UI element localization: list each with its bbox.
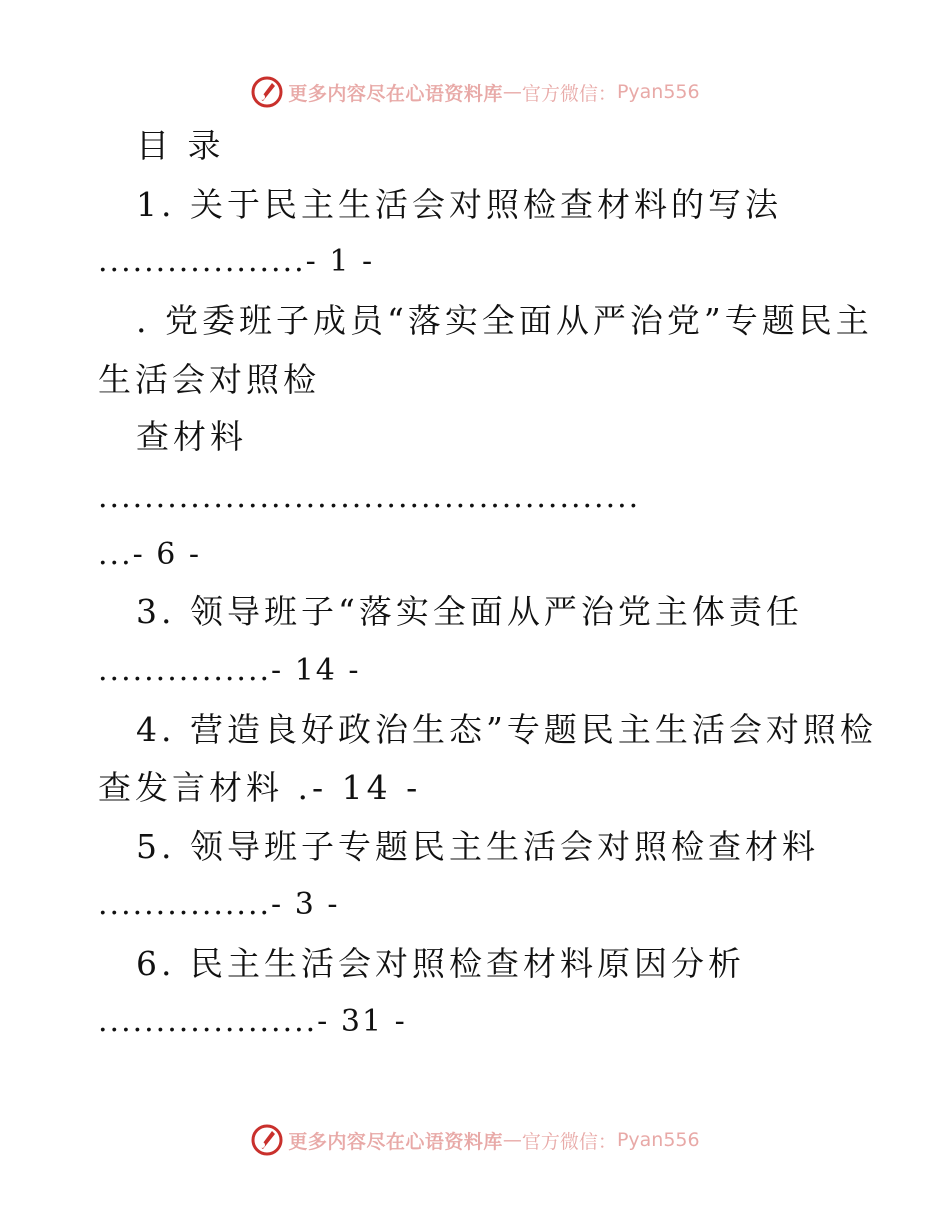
toc-entry-2-title-line3[interactable]: 查材料 — [136, 417, 247, 456]
watermark-id: Pyan556 — [616, 81, 700, 103]
watermark-official-label: 官方微信： — [521, 82, 617, 105]
toc-entry-2-title-line1[interactable]: . 党委班子成员“落实全面从严治党”专题民主 — [136, 301, 873, 340]
toc-entry-3-title[interactable]: 3. 领导班子“落实全面从严治党主体责任 — [136, 592, 803, 631]
toc-entry-5-title[interactable]: 5. 领导班子专题民主生活会对照检查材料 — [136, 827, 819, 866]
toc-entry-3-leader[interactable]: ...............- 14 - — [98, 653, 361, 688]
watermark-main-text: 更多内容尽在心语资料库 — [288, 1130, 503, 1153]
watermark-footer — [0, 1118, 950, 1162]
watermark-dash: — — [502, 1129, 522, 1151]
watermark-dash: — — [502, 81, 522, 103]
toc-entry-1-title[interactable]: 1. 关于民主生活会对照检查材料的写法 — [136, 185, 782, 224]
toc-entry-2-leader-line2[interactable]: ...- 6 - — [98, 537, 202, 572]
watermark-header — [0, 70, 950, 114]
toc-entry-6-leader[interactable]: ...................- 31 - — [98, 1004, 407, 1039]
toc-entry-1-leader[interactable]: ..................- 1 - — [98, 244, 375, 279]
watermark-id: Pyan556 — [616, 1129, 700, 1151]
quill-seal-icon — [250, 75, 284, 109]
toc-entry-4-title-line2[interactable]: 查发言材料 .- 14 - — [98, 768, 422, 807]
toc-entry-2-leader-line1[interactable]: ............................................... — [98, 480, 641, 515]
toc-heading: 目 录 — [136, 126, 225, 165]
watermark-main-text: 更多内容尽在心语资料库 — [288, 82, 503, 105]
watermark-official-label: 官方微信： — [521, 1130, 617, 1153]
toc-entry-5-leader[interactable]: ...............- 3 - — [98, 887, 340, 922]
toc-entry-2-title-line2[interactable]: 生活会对照检 — [98, 360, 320, 399]
quill-seal-icon — [250, 1123, 284, 1157]
toc-entry-6-title[interactable]: 6. 民主生活会对照检查材料原因分析 — [136, 944, 745, 983]
toc-entry-4-title[interactable]: 4. 营造良好政治生态”专题民主生活会对照检 — [136, 710, 877, 749]
